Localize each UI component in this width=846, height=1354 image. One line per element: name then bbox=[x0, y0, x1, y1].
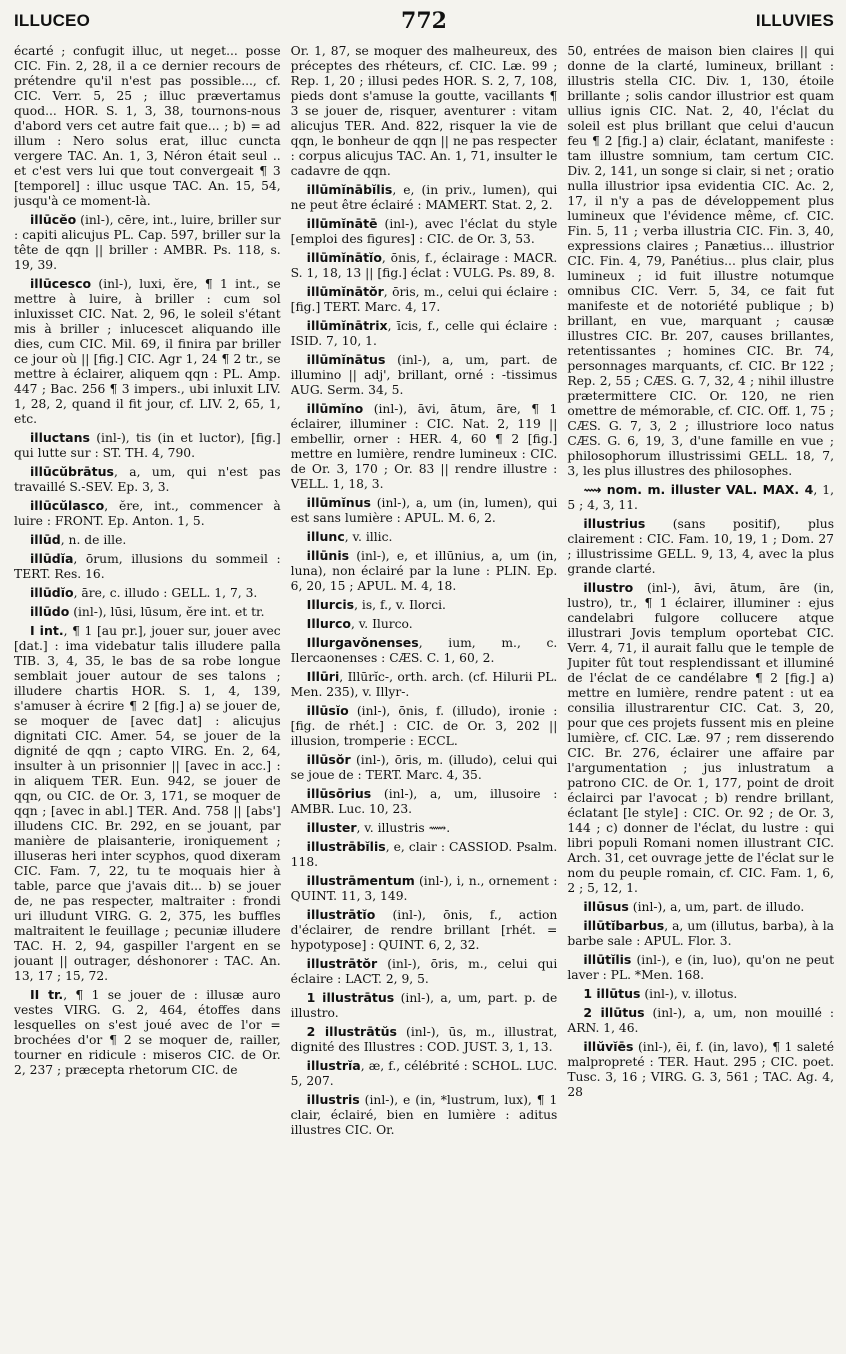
dictionary-entry: illūmĭno (inl-), āvi, ātum, āre, ¶ 1 éclairer, illuminer : CIC. Nat. 2, 119 || embellir, orner : HER. 4, 60 ¶ 2 [fig.] mettre en lumière, rendre lumineux : CIC. de Or. 3, 170 ; Or. 83 || rendre illustre : VELL. 1, 18, 3. bbox=[290, 401, 558, 491]
headword: ⟿ nom. m. illuster VAL. MAX. 4 bbox=[583, 482, 814, 497]
headword: Illurcis bbox=[306, 597, 355, 612]
headword: Illurco bbox=[306, 616, 351, 631]
headword: illūd bbox=[30, 532, 61, 547]
dictionary-entry: illūcŭlasco, ĕre, int., commencer à luire : FRONT. Ep. Anton. 1, 5. bbox=[14, 498, 281, 528]
headword: illūmĭnus bbox=[306, 495, 371, 510]
headword: illūmĭnātus bbox=[306, 352, 386, 367]
dictionary-entry: illustrĭa, æ, f., célébrité : SCHOL. LUC. 5, 207. bbox=[290, 1058, 558, 1088]
dictionary-entry: II tr., ¶ 1 se jouer de : illusæ auro vestes VIRG. G. 2, 464, étoffes dans lesquelles on s'est joué avec de l'or = brochées d'or ¶ 2 se moquer de, railler, tourner en ridicule : miseros CIC. de Or. 2, 237 ; præcepta rhetorum CIC. de bbox=[14, 987, 281, 1077]
dictionary-entry: illūcŭbrātus, a, um, qui n'est pas travaillé S.-SEV. Ep. 3, 3. bbox=[14, 464, 281, 494]
headword: 2 illūtus bbox=[583, 1005, 645, 1020]
dictionary-entry: illūcesco (inl-), luxi, ĕre, ¶ 1 int., se mettre à luire, à briller : cum sol inluxisset CIC. Nat. 2, 96, le soleil s'étant mis à briller ; inlucescet aliquando ille dies, cum CIC. Mil. 69, il finira par briller ce jour où || [fig.] CIC. Agr 1, 24 ¶ 2 tr., se mettre à éclairer, aliquem qqn : PL. Amp. 447 ; Bac. 256 ¶ 3 impers., ubi inluxit LIV. 1, 28, 2, quand il fit jour, cf. LIV. 2, 65, 1, etc. bbox=[14, 276, 281, 426]
dictionary-entry: illŭvĭēs (inl-), ēi, f. (in, lavo), ¶ 1 saleté malpropreté : TER. Haut. 295 ; CIC. poet. Tusc. 3, 16 ; VIRG. G. 3, 561 ; TAC. Ag. 4, 28 bbox=[567, 1039, 835, 1099]
headword: 1 illūtus bbox=[583, 986, 641, 1001]
headword: illūsŏr bbox=[306, 752, 351, 767]
headword: illūmĭno bbox=[306, 401, 364, 416]
dictionary-entry: 1 illūtus (inl-), v. illotus. bbox=[583, 986, 738, 1001]
headword: Illurgavŏnenses bbox=[306, 635, 419, 650]
headword: illūnis bbox=[306, 548, 350, 563]
headword: illustris bbox=[306, 1092, 360, 1107]
headword: I int. bbox=[30, 623, 64, 638]
headword: illustrātŏr bbox=[306, 956, 378, 971]
headword: illūcŭlasco bbox=[30, 498, 105, 513]
headword: illustrāmentum bbox=[306, 873, 415, 888]
headword: illustrābĭlis bbox=[306, 839, 386, 854]
dictionary-entry: illustris (inl-), e (in, *lustrum, lux), ¶ 1 clair, éclairé, bien en lumière : aditus illustres CIC. Or. bbox=[290, 1092, 558, 1137]
headword: 2 illustrātŭs bbox=[306, 1024, 397, 1039]
dictionary-entry: illūmĭnus (inl-), a, um (in, lumen), qui est sans lumière : APUL. M. 6, 2. bbox=[290, 495, 558, 525]
headword: II tr. bbox=[30, 987, 64, 1002]
column-3 bbox=[567, 44, 834, 1344]
dictionary-entry: illūsōrius (inl-), a, um, illusoire : AMBR. Luc. 10, 23. bbox=[290, 786, 558, 816]
column-1 bbox=[14, 44, 281, 1344]
dictionary-entry: Or. 1, 87, se moquer des malheureux, des préceptes des rhéteurs, cf. CIC. Læ. 99 ; Rep. 1, 20 ; illusi pedes HOR. S. 2, 7, 108, pieds dont s'amuse la goutte, vacillants ¶ 3 se jouer de, risquer, aventurer : vitam alicujus TER. And. 822, risquer la vie de qqn, le bonheur de qqn || ne pas respecter : corpus alicujus TAC. An. 1, 71, insulter le cadavre de qqn. bbox=[290, 44, 558, 178]
left-running-head: ILLUCEO bbox=[14, 11, 91, 30]
headword: illūsōrius bbox=[306, 786, 372, 801]
headword: illustro bbox=[583, 580, 634, 595]
dictionary-entry: illustrātŏr (inl-), ōris, m., celui qui éclaire : LACT. 2, 9, 5. bbox=[290, 956, 558, 986]
dictionary-entry: écarté ; confugit illuc, ut neget... posse CIC. Fin. 2, 28, il a ce dernier recours de prétendre qu'il n'est pas possible..., cf. CIC. Verr. 5, 25 ; illuc prævertamus quod... HOR. S. 1, 3, 38, tournons-nous d'abord vers cet autre fait que... ; b) = ad illum : Nero solus erat, illuc cuncta vergere TAC. An. 1, 3, Néron était seul .. et c'est vers lui que tout convergeait ¶ 3 [temporel] : illuc usque TAC. An. 15, 54, jusqu'à ce moment-là. bbox=[14, 44, 281, 208]
headword: illūtĭlis bbox=[583, 952, 632, 967]
headword: illūcŭbrātus bbox=[30, 464, 114, 479]
dictionary-entry: illustrābĭlis, e, clair : CASSIOD. Psalm. 118. bbox=[290, 839, 558, 869]
dictionary-entry: illūd, n. de ille. bbox=[30, 532, 127, 547]
dictionary-entry: illustrius (sans positif), plus clairement : CIC. Fam. 10, 19, 1 ; Dom. 27 ; illustrissime GELL. 9, 13, 4, avec la plus grande clarté. bbox=[567, 516, 835, 576]
dictionary-entry: Illurco, v. Ilurco. bbox=[306, 616, 413, 631]
headword: illūmĭnātrix bbox=[306, 318, 388, 333]
headword: illustrius bbox=[583, 516, 646, 531]
headword: illūdĭa bbox=[30, 551, 74, 566]
dictionary-entry: illustrātĭo (inl-), ōnis, f., action d'éclairer, de rendre brillant [rhét. = hypotypose] : QUINT. 6, 2, 32. bbox=[290, 907, 558, 952]
dictionary-entry: illūmĭnātĭo, ōnis, f., éclairage : MACR. S. 1, 18, 13 || [fig.] éclat : VULG. Ps. 89, 8. bbox=[290, 250, 558, 280]
dictionary-entry: illūnis (inl-), e, et illūnius, a, um (in, luna), non éclairé par la lune : PLIN. Ep. 6, 20, 15 ; APUL. M. 4, 18. bbox=[290, 548, 558, 593]
dictionary-entry: illūsĭo (inl-), ōnis, f. (illudo), ironie : [fig. de rhét.] : CIC. de Or. 3, 202 || illusion, tromperie : ECCL. bbox=[290, 703, 558, 748]
dictionary-entry: illūmĭnātus (inl-), a, um, part. de illumino || adj', brillant, orné : -tissimus AUG. Serm. 34, 5. bbox=[290, 352, 558, 397]
headword: illustrātĭo bbox=[306, 907, 376, 922]
headword: illuctans bbox=[30, 430, 90, 445]
headword: illūtĭbarbus bbox=[583, 918, 665, 933]
dictionary-entry: 1 illustrātus (inl-), a, um, part. p. de illustro. bbox=[290, 990, 558, 1020]
headword: illūsĭo bbox=[306, 703, 349, 718]
dictionary-entry: illūtĭbarbus, a, um (illutus, barba), à la barbe sale : APUL. Flor. 3. bbox=[567, 918, 835, 948]
dictionary-entry: illūmĭnātē (inl-), avec l'éclat du style [emploi des figures] : CIC. de Or. 3, 53. bbox=[290, 216, 558, 246]
dictionary-entry: illūdo (inl-), lūsi, lūsum, ĕre int. et tr. bbox=[30, 604, 265, 619]
dictionary-entry: 2 illūtus (inl-), a, um, non mouillé : ARN. 1, 46. bbox=[567, 1005, 835, 1035]
column-2 bbox=[291, 44, 558, 1344]
dictionary-entry: Illurcis, is, f., v. Ilorci. bbox=[306, 597, 446, 612]
headword: illūmĭnātŏr bbox=[306, 284, 384, 299]
right-running-head: ILLUVIES bbox=[755, 11, 834, 30]
headword: illunc bbox=[306, 529, 345, 544]
dictionary-entry: illūdĭa, ōrum, illusions du sommeil : TERT. Res. 16. bbox=[14, 551, 281, 581]
dictionary-entry: illunc, v. illic. bbox=[306, 529, 393, 544]
dictionary-entry: ⟿ nom. m. illuster VAL. MAX. 4, 1, 5 ; 4, 3, 11. bbox=[567, 482, 834, 512]
dictionary-entry: illūcĕo (inl-), cēre, int., luire, briller sur : capiti alicujus PL. Cap. 597, briller sur la tête de qqn || briller : AMBR. Ps. 118, s. 19, 39. bbox=[14, 212, 281, 272]
headword: illūdĭo bbox=[30, 585, 74, 600]
dictionary-entry: illūsŏr (inl-), ōris, m. (illudo), celui qui se joue de : TERT. Marc. 4, 35. bbox=[290, 752, 558, 782]
dictionary-entry: illuster, v. illustris ⟿. bbox=[306, 820, 451, 835]
page-header bbox=[14, 6, 834, 36]
dictionary-entry: illustrāmentum (inl-), i, n., ornement : QUINT. 11, 3, 149. bbox=[290, 873, 558, 903]
headword: illuster bbox=[306, 820, 357, 835]
headword: illustrĭa bbox=[306, 1058, 361, 1073]
headword: illūcĕo bbox=[30, 212, 77, 227]
dictionary-entry: I int., ¶ 1 [au pr.], jouer sur, jouer avec [dat.] : ima videbatur talis illudere palla TIB. 3, 4, 35, le bas de sa robe longue semblait jouer autour de ses talons ; illudere chartis HOR. S. 1, 4, 139, s'amuser à écrire ¶ 2 [fig.] a) se jouer de, se moquer de [avec dat] : alicujus dignitati CIC. Amer. 54, se jouer de la dignité de qqn ; capto VIRG. En. 2, 64, insulter à un prisonnier || [avec in acc.] : in aliquem TER. Eun. 942, se jouer de qqn, ou CIC. de Or. 3, 171, se moquer de qqn ; [avec in abl.] TER. And. 758 || [abs'] illudens CIC. Br. 292, en se jouant, par manière de plaisanterie, ironiquement ; illuseras heri inter scyphos, quod dixeram CIC. Fam. 7, 22, tu te moquais hier à table, parce que j'avais dit... b) se jouer de, ne pas respecter, maltraiter : frondi uri illudunt VIRG. G. 2, 375, les buffles maltraitent le feuillage ; pecuniæ illudere TAC. H. 2, 94, gaspiller l'argent en se jouant || outrager, déshonorer : TAC. An. 13, 17 ; 15, 72. bbox=[14, 623, 281, 983]
dictionary-entry: illustro (inl-), āvi, ātum, āre (in, lustro), tr., ¶ 1 éclairer, illuminer : ejus candelabri fulgore collucere atque illustrari Jovis templum oportebat CIC. Verr. 4, 71, il aurait fallu que le temple de Jupiter fût tout resplendissant et illuminé de l'éclat de ce candélabre ¶ 2 [fig.] a) mettre en lumière, rendre patent : ut ea consilia illustrarentur CIC. Cat. 3, 20, pour que ces projets fussent mis en pleine lumière, cf. CIC. Læ. 97 ; rem disserendo CIC. Br. 276, éclairer une affaire par l'argumentation ; jus inlustratum a patrono CIC. de Or. 1, 177, point de droit éclairci par l'avocat ; b) rendre brillant, éclatant [le style] : CIC. Or. 92 ; de Or. 3, 144 ; c) donner de l'éclat, du lustre : qui libri populi Romani nomen illustrant CIC. Arch. 31, cet ouvrage jette de l'éclat sur le nom du peuple romain, cf. CIC. Fam. 1, 6, 2 ; 5, 12, 1. bbox=[567, 580, 835, 895]
headword: illūmĭnātē bbox=[306, 216, 378, 231]
headword: illŭvĭēs bbox=[583, 1039, 634, 1054]
text-columns bbox=[14, 44, 834, 1344]
dictionary-entry: Illūri, Illūrĭc-, orth. arch. (cf. Hilurii PL. Men. 235), v. Illyr-. bbox=[290, 669, 558, 699]
headword: illūmĭnābĭlis bbox=[306, 182, 393, 197]
headword: 1 illustrātus bbox=[306, 990, 395, 1005]
headword: illūdo bbox=[30, 604, 70, 619]
dictionary-entry: 2 illustrātŭs (inl-), ūs, m., illustrat, dignité des Illustres : COD. JUST. 3, 1, 13. bbox=[290, 1024, 558, 1054]
headword: Illūri bbox=[306, 669, 340, 684]
page-number: 772 bbox=[401, 8, 447, 34]
dictionary-entry: illūdĭo, āre, c. illudo : GELL. 1, 7, 3. bbox=[30, 585, 258, 600]
dictionary-entry: illūmĭnābĭlis, e, (in priv., lumen), qui ne peut être éclairé : MAMERT. Stat. 2, 2. bbox=[290, 182, 558, 212]
dictionary-entry: illuctans (inl-), tis (in et luctor), [fig.] qui lutte sur : ST. TH. 4, 790. bbox=[14, 430, 281, 460]
dictionary-entry: Illurgavŏnenses, ium, m., c. Ilercaonenses : CÆS. C. 1, 60, 2. bbox=[290, 635, 558, 665]
dictionary-entry: 50, entrées de maison bien claires || qui donne de la clarté, lumineux, brillant : illustris stella CIC. Div. 1, 130, étoile brillante ; solis candor illustrior est quam ullius ignis CIC. Nat. 2, 40, l'éclat du soleil est plus brillant que celui d'aucun feu ¶ 2 [fig.] a) clair, éclatant, manifeste : tam illustre somnium, tam certum CIC. Div. 2, 141, un songe si clair, si net ; oratio nulla illustrior ipsa evidentia CIC. Ac. 2, 17, il n'y a pas de développement plus lumineux que l'évidence même, cf. CIC. Fin. 5, 11 ; verba illustria CIC. Fin. 3, 40, expressions claires ; Panætius... illustrior CIC. Fin. 4, 79, Panétius... plus clair, plus lumineux ; id fuit illustre notumque omnibus CIC. Verr. 5, 34, ce fait fut manifeste et de notoriété publique ; b) brillant, en vue, marquant ; causæ illustres CIC. Br. 207, causes brillantes, retentissantes ; homines CIC. Br. 74, personnages marquants, cf. CIC. Br 122 ; Rep. 2, 55 ; CÆS. G. 7, 32, 4 ; nihil illustre prætermittere CIC. Or. 120, ne rien omettre de mémorable, cf. CIC. Off. 1, 75 ; CÆS. G. 7, 3, 2 ; illustriore loco natus CÆS. G. 6, 19, 3, d'une famille en vue ; philosophorum illustrissimi GELL. 18, 7, 3, les plus illustres des philosophes. bbox=[567, 44, 835, 478]
dictionary-entry: illūmĭnātŏr, ōris, m., celui qui éclaire : [fig.] TERT. Marc. 4, 17. bbox=[290, 284, 558, 314]
dictionary-entry: illūtĭlis (inl-), e (in, luo), qu'on ne peut laver : PL. *Men. 168. bbox=[567, 952, 835, 982]
headword: illūmĭnātĭo bbox=[306, 250, 382, 265]
dictionary-entry: illūsus (inl-), a, um, part. de illudo. bbox=[583, 899, 805, 914]
headword: illūsus bbox=[583, 899, 629, 914]
dictionary-entry: illūmĭnātrix, īcis, f., celle qui éclaire : ISID. 7, 10, 1. bbox=[290, 318, 558, 348]
headword: illūcesco bbox=[30, 276, 92, 291]
